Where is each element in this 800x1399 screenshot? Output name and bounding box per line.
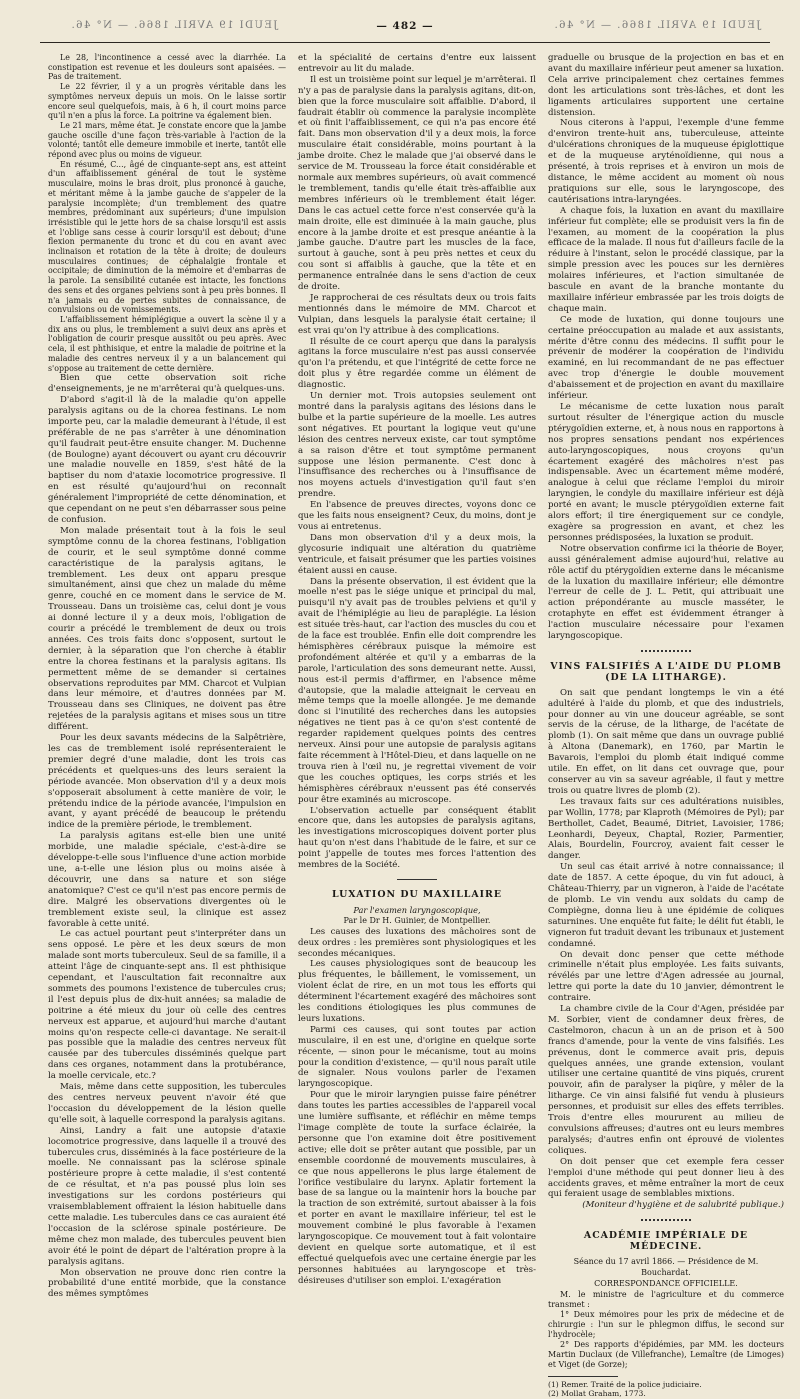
paragraph: Ainsi, Landry a fait une autopsie d'ataxie locomotrice progressive, dans laquelle il a trouvé des tubercules crus, disséminés à la face postérieure de la moelle. Ne connaissant pas la sclérose spinale postérieure propre à cette maladie, il s'est contenté de ce résultat, et n'a pas poussé plus loin ses investigations sur les cordons postérieurs qui vraisemblablement offraient la lésion habituelle dans cette maladie. Les tubercules dans ce cas auraient été l'occasion de la sclérose spinale postérieure. De même chez mon malade, des tubercules peuvent bien avoir été le point de départ de l'altération propre à la paralysis agitans. (48, 1125, 286, 1267)
article-title: LUXATION DU MAXILLAIRE (332, 888, 502, 900)
paragraph: M. le ministre de l'agriculture et du commerce transmet : (548, 1289, 784, 1309)
paragraph: On doit penser que cet exemple fera cesser l'emploi d'une méthode qui peut donner lieu à des accidents graves, et même entraîner la mort de ceux qui feraient usage de semblables mixtions. (548, 1156, 784, 1200)
paragraph: La paralysis agitans est-elle bien une unité morbide, une maladie spéciale, c'est-à-dire se développe-t-elle sous l'influence d'une action morbide une, a-t-elle une lésion plus ou moins aisée à découvrir, une dans sa nature et son siége anatomique? C'est ce qu'il n'est pas encore permis de dire. Malgré les observations divergentes où le tremblement existe seul, la clinique est assez favorable à cette unité. (48, 831, 286, 929)
column-2 (298, 53, 536, 1286)
paragraph: D'abord s'agit-il là de la maladie qu'on appelle paralysis agitans ou de la chorea festinans. Le nom importe peu, car la maladie demeurant à l'étude, il est préférable de ne pas s'arrêter à une dénomination qu'il faudrait peut-être ensuite changer. M. Duchenne (de Boulogne) ayant découvert ou ayant cru découvrir une maladie nouvelle en 1859, s'est hâté de la baptiser du nom d'ataxie locomotrice progressive. Il en est résulté qu'aujourd'hui on reconnaît généralement l'impropriété de cette dénomination, et que cependant on ne peut s'en débarrasser sous peine de confusion. (48, 395, 286, 525)
paragraph: Le 28, l'incontinence a cessé avec la diarrhée. La constipation est revenue et les douleurs sont apaisées. — Pas de traitement. (48, 53, 286, 82)
paragraph: 2° Des rapports d'épidémies, par MM. les docteurs Martin Duclaux (de Villefranche), Lemaître (de Limoges) et Viget (de Gorze); (548, 1339, 784, 1369)
header-rule (40, 42, 770, 43)
header-bleedthrough-left: JEUDI 19 AVRIL 1866. — N° 46. (70, 20, 278, 31)
article-byline: Par le Dr H. Guinier, de Montpellier. (343, 915, 491, 925)
article-subtitle: Par l'examen laryngoscopique, (353, 904, 481, 915)
footnote-rule (548, 1376, 618, 1377)
paragraph: et la spécialité de certains d'entre eux laissent entrevoir au lit du malade. (298, 53, 536, 74)
paragraph: Le mécanisme de cette luxation nous paraît surtout résulter de l'énergique action du muscle ptérygoïdien externe, et, à nous nous en rapportons à nos propres sensations pendant nos expériences auto-laryngoscopiques, nous croyons qu'un écartement exagéré des mâchoires n'est pas indispensable. Avec un écartement même modéré, analogue à celui que réclame l'emploi du miroir laryngien, le condyle du maxillaire inférieur est déjà porté en avant; le muscle ptérygoïdien externe fait alors effort; il tire énergiquement sur ce condyle, exagère sa progression en avant, et chez les personnes prédisposées, la luxation se produit. (548, 402, 784, 543)
paragraph: Le 22 février, il y a un progrès véritable dans les symptômes nerveux depuis un mois. On le laisse sortir encore seul quelquefois, mais, à 6 h, il court moins parce qu'il n'en a plus la force. La poitrine va également bien. (48, 82, 286, 121)
section-divider (641, 1219, 691, 1221)
paragraph: Notre observation confirme ici la théorie de Boyer, aussi généralement admise aujourd'hui, relative au rôle actif du ptérygoïdien externe dans le mécanisme de la luxation du maxillaire inférieur; elle démontre l'erreur de celle de J. L. Petit, qui attribuait une action prépondérante au muscle masséter, le crotaphyte en effet est évidemment étranger à l'action musculaire nécessaire pour l'examen laryngoscopique. (548, 543, 784, 642)
header-bleedthrough-right: JEUDI 19 AVRIL 1866. — N° 46. (552, 20, 760, 31)
section-divider (641, 650, 691, 652)
paragraph: Les causes physiologiques sont de beaucoup les plus fréquentes, le bâillement, le vomissement, un violent éclat de rire, en un mot tous les efforts qui déterminent l'écartement exagéré des mâchoires sont les conditions étiologiques les plus communes de leurs luxations. (298, 959, 536, 1024)
paragraph: Il résulte de ce court aperçu que dans la paralysis agitans la force musculaire n'est pas aussi conservée qu'on l'a prétendu, et que l'intégrité de cette force ne doit plus y être regardée comme un élément de diagnostic. (298, 336, 536, 391)
paragraph: Un seul cas était arrivé à notre connaissance; il date de 1857. A cette époque, du vin fut adouci, à Château-Thierry, par un vigneron, à l'aide de l'acétate de plomb. Le vin vendu aux soldats du camp de Compiègne, donna lieu à une épidémie de coliques saturnines. Une enquête fut faite; le délit fut établi, le vigneron fut traduit devant les tribunaux et justement condamné. (548, 862, 784, 949)
paragraph: graduelle ou brusque de la projection en bas et en avant du maxillaire inférieur peut amener sa luxation. Cela arrive principalement chez certaines femmes dont les articulations sont très-lâches, et dont les ligaments articulaires supportent une certaine distension. (548, 53, 784, 118)
paragraph: L'observation actuelle par conséquent établit encore que, dans les autopsies de paralysis agitans, les investigations microscopiques doivent porter plus haut qu'on n'est dans l'habitude de le faire, et sur ce point j'appelle de toutes mes forces l'attention des membres de la Société. (298, 805, 536, 871)
paragraph: Mais, même dans cette supposition, les tubercules des centres nerveux peuvent n'avoir été que l'occasion du développement de la lésion quelle qu'elle soit, à laquelle correspond la paralysis agitans. (48, 1082, 286, 1125)
subsection-title: CORRESPONDANCE OFFICIELLE. (594, 1278, 738, 1288)
section-divider (397, 879, 437, 880)
paragraph: On sait que pendant longtemps le vin a été adultéré à l'aide du plomb, et que des industriels, pour donner au vin une douceur agréable, se sont servis de la céruse, de la litharge, de l'acétate de plomb (1). On sait même que dans un ouvrage publié à Altona (Danemark), en 1760, par Martin le Bavarois, l'emploi du plomb était indiqué comme utile. En effet, on lit dans cet ouvrage que, pour conserver au vin sa saveur agréable, il faut y mettre trois ou quatre livres de plomb (2). (548, 687, 784, 796)
paragraph: 1° Deux mémoires pour les prix de médecine et de chirurgie : l'un sur le phlegmon diffus, le second sur l'hydrocèle; (548, 1309, 784, 1339)
paragraph: Je rapprocherai de ces résultats deux ou trois faits mentionnés dans le mémoire de MM. Charcot et Vulpian, dans lesquels la paralysie était certaine; il est vrai qu'on l'y attribue à des complications. (298, 292, 536, 336)
paragraph: Pour les deux savants médecins de la Salpêtrière, les cas de tremblement isolé représenteraient le premier degré d'une maladie, dont les trois cas précédents et quelques-uns des leurs seraient la période avancée. Mon observation d'il y a deux mois s'opposerait absolument à cette manière de voir, le prétendu indice de la période avancée, l'impulsion en avant, y ayant précédé de beaucoup le prétendu indice de la première période, le tremblement. (48, 733, 286, 831)
column-1 (48, 53, 286, 1300)
paragraph: On devait donc penser que cette méthode criminelle n'était plus employée. Les faits suivants, révélés par une lettre d'Agen adressée au journal, lettre qui porte la date du 10 janvier, démontrent le contraire. (548, 949, 784, 1004)
footnote: (2) Mollat Graham, 1773. (548, 1389, 646, 1399)
paragraph: Bien que cette observation soit riche d'enseignements, je ne m'arrêterai qu'à quelques-uns. (48, 373, 286, 395)
paragraph: Parmi ces causes, qui sont toutes par action musculaire, il en est une, d'origine en quelque sorte récente, — sinon pour le mécanisme, tout au moins pour la condition d'existence, — qu'il nous paraît utile de signaler. Nous voulons parler de l'examen laryngoscopique. (298, 1024, 536, 1090)
paragraph: Ce mode de luxation, qui donne toujours une certaine préoccupation au malade et aux assistants, mérite d'être connu des médecins. Il suffit pour le prévenir de modérer la coopération de l'individu examiné, en lui recommandant de ne pas effectuer avec trop d'énergie le double mouvement d'abaissement et de projection en avant du maxillaire inférieur. (548, 314, 784, 402)
paragraph: Un dernier mot. Trois autopsies seulement ont montré dans la paralysis agitans des lésions dans le bulbe et la partie supérieure de la moelle. Les autres sont négatives. Et pourtant la logique veut qu'une lésion des centres nerveux existe, car tout symptôme a sa raison d'être et tout symptôme permanent suppose une lésion permanente. C'est donc à l'insuffisance des recherches ou à l'insuffisance de nos moyens actuels d'investigation qu'il faut s'en prendre. (298, 391, 536, 500)
paragraph: A chaque fois, la luxation en avant du maxillaire inférieur fut complète; elle se produisit vers la fin de l'examen, au moment de la coopération la plus efficace de la malade. Il nous fut d'ailleurs facile de la réduire à l'instant, selon le procédé classique, par la simple pression avec les pouces sur les dernières molaires inférieures, et l'action simultanée de bascule en avant de la branche montante du maxillaire inférieur embrassée par les trois doigts de chaque main. (548, 205, 784, 314)
paragraph: Dans la présente observation, il est évident que la moelle n'est pas le siége unique et principal du mal, puisqu'il n'y avait pas de troubles pelviens et qu'il y avait de l'hémiplégie au lieu de paraplégie. La lésion est située très-haut, car l'action des muscles du cou et de la face est troublée. Enfin elle doit comprendre les hémisphères cérébraux puisque la mémoire est profondément altérée et qu'il y a embarras de la parole, l'articulation des sons demeurant nette. Aussi, nous est-il permis d'affirmer, en l'absence même d'autopsie, que la maladie atteignait le cerveau en même temps que la moelle allongée. Je me demande donc si l'inutilité des recherches dans les autopsies négatives ne tient pas à ce qu'on s'est contenté de regarder rapidement quelques points des centres nerveux. Ainsi pour une autopsie de paralysis agitans faite récemment à l'Hôtel-Dieu, et dans laquelle on ne trouva rien à l'œil nu, je regrettai vivement de voir que les couches optiques, les corps striés et les hémisphères cérébraux n'eussent pas été conservés pour être examinés au microscope. (298, 576, 536, 805)
paragraph: Nous citerons à l'appui, l'exemple d'une femme d'environ trente-huit ans, tuberculeuse, atteinte d'ulcérations chroniques de la muqueuse épiglottique et de la muqueuse aryténoïdienne, qui nous a présenté, à trois reprises et à environ un mois de distance, le même accident au moment où nous pratiquions sur elle, sous le laryngoscope, des cautérisations intra-laryngées. (548, 118, 784, 205)
article-source: (Moniteur d'hygiène et de salubrité publique.) (582, 1200, 784, 1211)
page-header (40, 20, 770, 40)
paragraph: Les causes des luxations des mâchoires sont de deux ordres : les premières sont physiologiques et les secondes mécaniques. (298, 926, 536, 959)
paragraph: Pour que le miroir laryngien puisse faire pénétrer dans toutes les parties accessibles de l'appareil vocal une lumière suffisante, et réfléchir en même temps l'image complète de toute la surface éclairée, la personne que l'on examine doit être positivement active; elle doit se prêter autant que possible, par un ensemble coordonné de mouvements musculaires, à ce que nous appellerons le plus large étalement de l'orifice vestibulaire du larynx. Aplatir fortement la base de sa langue ou la maintenir hors la bouche par la traction de son extrémité, surtout abaisser à la fois et porter en avant le maxillaire inférieur, tel est le mouvement combiné le plus favorable à l'examen laryngoscopique. Ce mouvement tout à fait volontaire devient en quelque sorte automatique, et il est effectué quelquefois avec une certaine énergie par les personnes habituées au laryngoscope et très-désireuses d'utiliser son emploi. L'exagération (298, 1090, 536, 1286)
paragraph: Mon malade présentait tout à la fois le seul symptôme connu de la chorea festinans, l'obligation de courir, et le seul symptôme donné comme caractéristique de la paralysis agitans, le tremblement. Les deux ont apparu presque simultanément, ainsi que chez un malade du même genre, couché en ce moment dans le service de M. Trousseau. Dans un troisième cas, celui dont je vous ai donné lecture il y a deux mois, l'obligation de courir a précédé le tremblement de deux ou trois années. Ces trois faits donc s'opposent, surtout le dernier, à la séparation que l'on cherche à établir entre la chorea festinans et la paralysis agitans. Ils permettent même de se demander si certaines observations reproduites par MM. Charcot et Vulpian dans leur mémoire, et d'autres données par M. Trousseau dans ses Cliniques, ne doivent pas être rejetées de la paralysis agitans et mises sous un titre différent. (48, 525, 286, 733)
column-3 (548, 53, 784, 1399)
footnote: (1) Remer. Traité de la police judiciaire. (548, 1379, 702, 1389)
paragraph: En l'absence de preuves directes, voyons donc ce que les faits nous enseignent? Ceux, du moins, dont je vous ai entretenus. (298, 500, 536, 532)
page-number: — 482 — (376, 20, 434, 32)
section-title: ACADÉMIE IMPÉRIALE DE MÉDECINE. (583, 1230, 749, 1253)
paragraph: L'affaiblissement hémiplégique a ouvert la scène il y a dix ans ou plus, le tremblement a suivi deux ans après et l'obligation de courir presque aussitôt ou peu après. Avec cela, il est phthisique, et entre la maladie de poitrine et la maladie des centres nerveux il y a un balancement qui s'oppose au traitement de cette dernière. (48, 314, 286, 373)
paragraph: Le 21 mars, même état. Je constate encore que la jambe gauche oscille d'une façon très-variable à l'action de la volonté; tantôt elle demeure immobile et inerte, tantôt elle répond avec plus ou moins de vigueur. (48, 120, 286, 160)
paragraph: Dans mon observation d'il y a deux mois, la glycosurie indiquait une altération du quatrième ventricule, et faisait présumer que les parties voisines étaient aussi en cause. (298, 532, 536, 576)
paragraph: En résumé, C..., âgé de cinquante-sept ans, est atteint d'un affaiblissement général de tout le système musculaire, moins le bras droit, plus prononcé à gauche, et méritant même à la jambe gauche de s'appeler de la paralysie incomplète; d'un tremblement des quatre membres, prédominant aux supérieurs; d'une impulsion irrésistible qui le jette hors de sa chaise lorsqu'il est assis et l'oblige sans cesse à courir lorsqu'il est debout; d'une flexion permanente du tronc et du cou en avant avec inclinaison et rotation de la tête à droite; de douleurs musculaires continues; de céphalalgie frontale et occipitale; de diminution de la mémoire et d'embarras de la parole. La sensibilité cutanée est intacte, les fonctions des sens et des organes pelviens sont à peu près bonnes. Il n'a jamais eu de pertes subites de connaissance, de convulsions ou de vomissements. (48, 159, 286, 315)
session-line: Séance du 17 avril 1866. — Présidence de M. Bouchardat. (573, 1257, 759, 1277)
paragraph: Il est un troisième point sur lequel je m'arrêterai. Il n'y a pas de paralysie dans la paralysis agitans, dit-on, bien que la force musculaire soit affaiblie. D'abord, il faudrait établir où commence la paralysie incomplète et où finit l'affaiblissement, ce qui n'a pas encore été fait. Dans mon observation d'il y a deux mois, la force musculaire était considérable, moins pourtant à la jambe droite. Chez le malade que j'ai observé dans le service de M. Trousseau la force était considérable et normale aux membres supérieurs, où avait commencé le tremblement, tandis qu'elle était très-affaiblie aux membres inférieurs où le tremblement était léger. Dans le cas actuel cette force n'est conservée qu'à la main droite, elle est diminuée à la main gauche, plus encore à la jambe droite et est presque anéantie à la jambe gauche. D'autre part les muscles de la face, surtout à gauche, sont à peu près nettes et ceux du cou sont si affaiblis à gauche, que la tête et en permanence entraînée dans le sens d'action de ceux de droite. (298, 74, 536, 293)
paragraph: La chambre civile de la Cour d'Agen, présidée par M. Sorbier, vient de condamner deux frères, de Castelmoron, chacun à un an de prison et à 500 francs d'amende, pour la vente de vins falsifiés. Les prévenus, dont le commerce avait pris, depuis quelques années, une grande extension, voulant utiliser une certaine quantité de vins piqués, crurent pouvoir, afin de paralyser la piqûre, y mêler de la litharge. Ce vin ainsi falsifié fut vendu à plusieurs personnes, et produisit sur elles des effets terribles. Trois d'entre elles moururent au milieu de convulsions affreuses; d'autres ont eu leurs membres paralysés; d'autres enfin ont éprouvé de violentes coliques. (548, 1004, 784, 1156)
paragraph: Les travaux faits sur ces adultérations nuisibles, par Wollin, 1778; par Klaproth (Mémoires de Pyl); par Berthollet, Cadet, Beaumé, Ditriet, Lavoisier, 1786; Leonhardi, Deyeux, Chaptal, Rozier, Parmentier, Alais, Bourdelin, Fourcroy, avaient fait cesser le danger. (548, 796, 784, 862)
article-title: VINS FALSIFIÉS A L'AIDE DU PLOMB (DE LA LITHARGE). (550, 660, 782, 683)
paragraph: Mon observation ne prouve donc rien contre la probabilité d'une entité morbide, que la constance des mêmes symptômes (48, 1267, 286, 1300)
paragraph: Le cas actuel pourtant peut s'interpréter dans un sens opposé. Le père et les deux sœurs de mon malade sont morts tuberculeux. Seul de sa famille, il a atteint l'âge de cinquante-sept ans. Il est phthisique cependant, et l'auscultation fait reconnaître aux sommets des poumons l'existence de tubercules crus; il l'est depuis plus de dix-huit années; sa maladie de poitrine a été mieux du jour où celle des centres nerveux est apparue, et aujourd'hui marche d'autant moins qu'on respecte celle-ci davantage. Ne serait-il pas possible que la maladie des centres nerveux fût causée par des tubercules disséminés quelque part dans ces organes, notamment dans la protubérance, la moelle cervicale, etc.? (48, 929, 286, 1082)
